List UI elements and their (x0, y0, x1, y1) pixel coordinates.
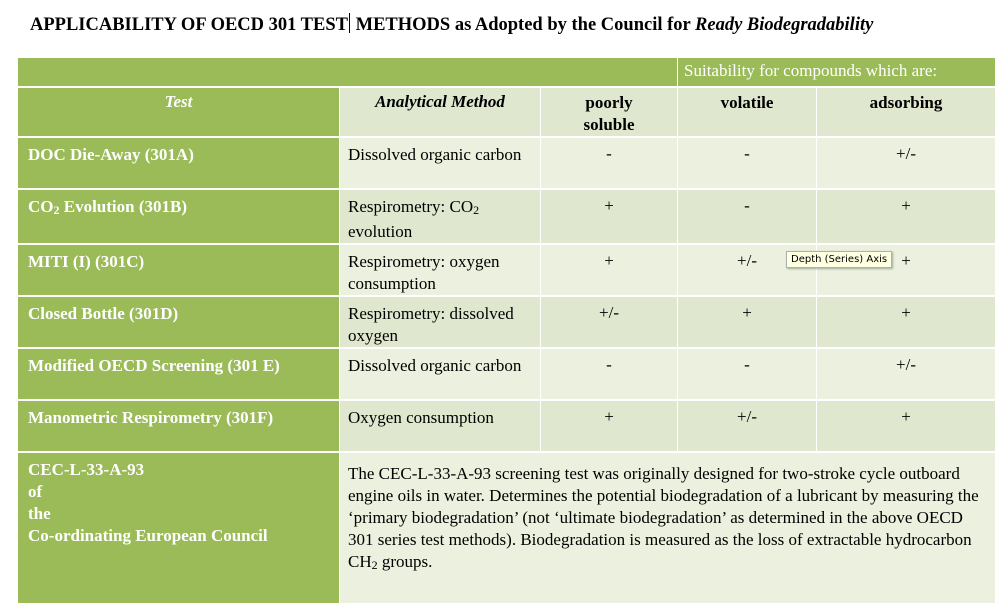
row-method: Respirometry: oxygen consumption (340, 245, 541, 297)
row-poorly-soluble: - (541, 138, 678, 190)
header-test: Test (18, 88, 340, 138)
header-poorly-soluble: poorly soluble (541, 88, 678, 138)
row-adsorbing: + (817, 401, 996, 453)
table-row (18, 401, 996, 453)
row-method: Dissolved organic carbon (340, 138, 541, 190)
row-test-name: DOC Die-Away (301A) (18, 138, 340, 190)
row-poorly-soluble: + (541, 401, 678, 453)
text-cursor (349, 13, 350, 33)
table-row (18, 297, 996, 349)
chart-tooltip: Depth (Series) Axis (786, 251, 892, 268)
row-volatile: + (678, 297, 817, 349)
row-test-name: Manometric Respirometry (301F) (18, 401, 340, 453)
row-adsorbing: +/- (817, 349, 996, 401)
row-adsorbing: + (817, 297, 996, 349)
header-volatile: volatile (678, 88, 817, 138)
row-test-name: MITI (I) (301C) (18, 245, 340, 297)
row-test-name: $CO_2$ Evolution (301B) (18, 190, 340, 245)
page-title: APPLICABILITY OF OECD 301 TEST METHODS as Adopted by the Council for Ready Biodegradability (30, 15, 874, 35)
row-method: Respirometry: dissolved oxygen (340, 297, 541, 349)
row-volatile: +/- (678, 401, 817, 453)
row-test-name-cec: CEC-L-33-A-93 of the Co-ordinating European Council (18, 453, 340, 605)
row-volatile: - (678, 190, 817, 245)
row-poorly-soluble: + (541, 190, 678, 245)
applicability-table (18, 58, 996, 605)
row-poorly-soluble: + (541, 245, 678, 297)
table-row (18, 190, 996, 245)
row-test-name: Modified OECD Screening (301 E) (18, 349, 340, 401)
row-volatile: +/- (678, 245, 817, 297)
row-volatile: - (678, 349, 817, 401)
header-adsorbing: adsorbing (817, 88, 996, 138)
table-row (18, 138, 996, 190)
table-row (18, 349, 996, 401)
row-method: Respirometry: $CO_2$ evolution (340, 190, 541, 245)
row-test-name: Closed Bottle (301D) (18, 297, 340, 349)
table-row (18, 453, 996, 605)
cec-description: The CEC-L-33-A-93 screening test was originally designed for two-stroke cycle outboard engine oils in water. Determines the potential biodegradation of a lubricant by measuring the ‘primary biodegradation’ (not ‘ultimate biodegradation’ as determined in the above OECD 301 series test methods). Biodegradation is measured as the loss of extractable hydrocarbon $CH_2$ groups. (340, 453, 996, 605)
row-method: Dissolved organic carbon (340, 349, 541, 401)
row-adsorbing: + (817, 245, 996, 297)
row-adsorbing: +/- (817, 138, 996, 190)
row-poorly-soluble: - (541, 349, 678, 401)
header-bar-blank (18, 58, 678, 88)
row-adsorbing: + (817, 190, 996, 245)
row-method: Oxygen consumption (340, 401, 541, 453)
header-analytical-method: Analytical Method (340, 88, 541, 138)
suitability-header: Suitability for compounds which are: (678, 58, 996, 88)
row-volatile: - (678, 138, 817, 190)
row-poorly-soluble: +/- (541, 297, 678, 349)
